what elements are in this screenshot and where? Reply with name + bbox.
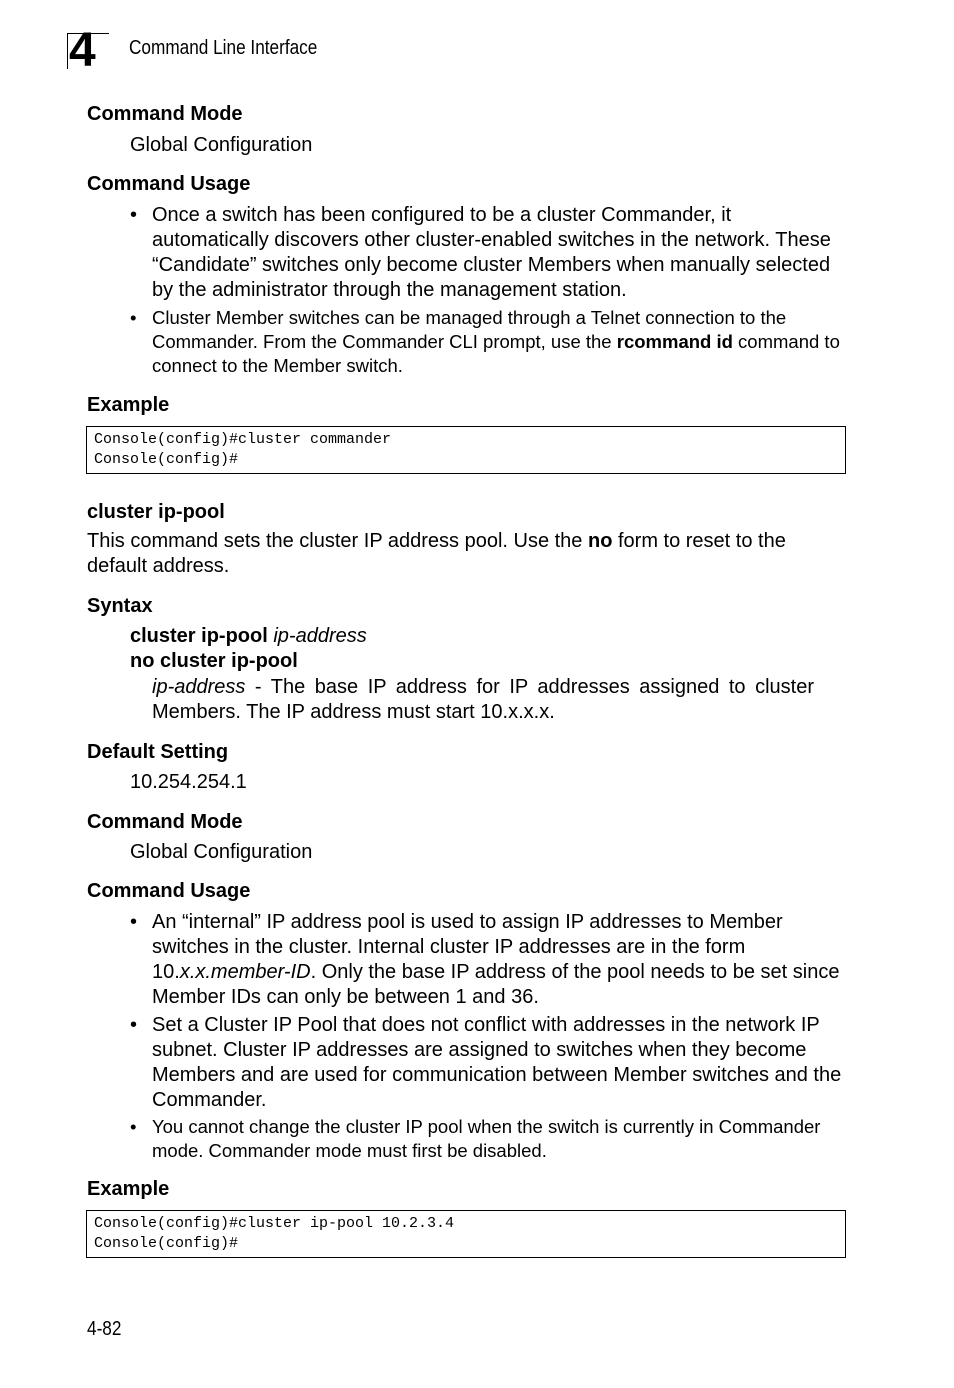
usage-bullet [130,203,845,303]
running-header-title: Command Line Interface [129,37,318,59]
section-description: This command sets the cluster IP address pool. Use the no form to reset to the default address. [87,530,786,577]
usage-bullet-text: Cluster Member switches can be managed through a Telnet connection to the Commander. From the Commander CLI prompt, use the rcommand id command to connect to the Member switch. [152,307,840,376]
usage-bullet [130,910,845,1010]
code-line: Console(config)# [94,451,239,468]
example-heading: Example [87,1178,170,1200]
bullet-mark: • [130,307,137,328]
bullet-mark: • [130,204,138,226]
usage-bullet [130,306,845,378]
command-mode-heading: Command Mode [87,103,243,125]
bullet-mark: • [130,1014,138,1036]
code-line: Console(config)#cluster ip-pool 10.2.3.4 [94,1215,455,1232]
usage-bullet-text: You cannot change the cluster IP pool when the switch is currently in Commander mode. Commander mode must first be disabled. [152,1116,821,1161]
usage-bullet-text: Set a Cluster IP Pool that does not conflict with addresses in the network IP subnet. Cluster IP addresses are assigned to switches when they become Members and are used for communication between Member switches and the Commander. [152,1014,842,1111]
default-setting-value: 10.254.254.1 [130,771,247,793]
syntax-line: no cluster ip-pool [130,650,298,672]
usage-bullet [130,1013,845,1113]
command-reference: rcommand id [616,331,733,352]
code-example [86,426,846,474]
code-line: Console(config)# [94,1235,239,1252]
chapter-number: 4 [69,24,96,77]
bullet-mark: • [130,1116,137,1137]
code-example [86,1210,846,1258]
default-setting-heading: Default Setting [87,741,229,763]
example-heading: Example [87,394,170,416]
code-line: Console(config)#cluster commander [94,431,392,448]
bullet-mark: • [130,911,138,933]
chapter-marker [67,24,109,77]
command-usage-heading: Command Usage [87,173,251,195]
syntax-line: cluster ip-pool ip-address [130,625,367,647]
parameter-description: ip-address - The base IP address for IP addresses assigned to cluster Members. The IP address must start 10.x.x.x. [152,676,814,723]
usage-bullet [130,1115,845,1165]
command-mode-heading: Command Mode [87,811,243,833]
usage-bullet-text: Once a switch has been configured to be a cluster Commander, it automatically discovers other cluster-enabled switches in the network. These “Candidate” switches only become cluster Members when manually selected by the administrator through the management station. [152,204,831,301]
page-number: 4-82 [87,1318,122,1340]
command-usage-heading: Command Usage [87,880,251,902]
section-title: cluster ip-pool [87,501,225,523]
usage-bullet-text: An “internal” IP address pool is used to assign IP addresses to Member switches in the cluster. Internal cluster IP addresses are in the form 10.x.x.member-ID. Only the base IP address of the pool needs to be set since Member IDs can only be between 1 and 36. [152,911,840,1008]
command-mode-value: Global Configuration [130,841,313,863]
command-mode-value: Global Configuration [130,134,313,156]
syntax-heading: Syntax [87,595,153,617]
